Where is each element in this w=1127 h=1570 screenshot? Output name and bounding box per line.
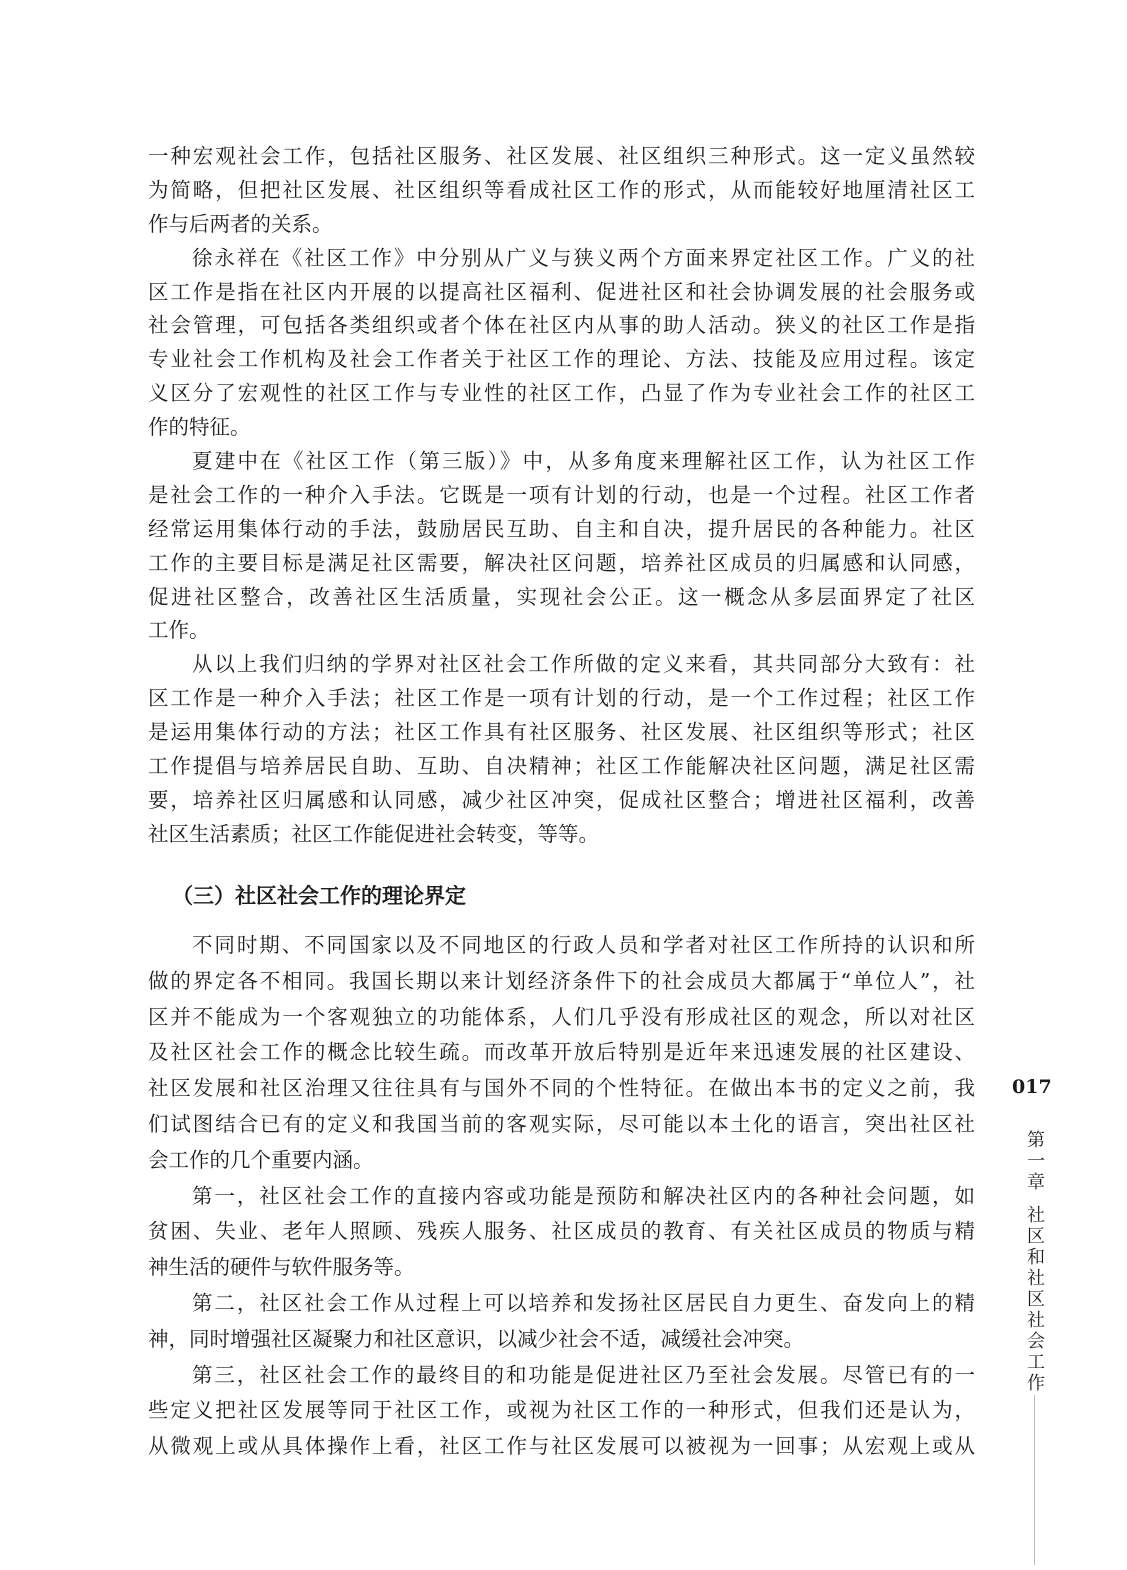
text-line: 经常运用集体行动的手法，鼓励居民互助、自主和自决，提升居民的各种能力。社区 (148, 516, 975, 541)
text-line: 从微观上或从具体操作上看，社区工作与社区发展可以被视为一回事；从宏观上或从 (148, 1434, 975, 1459)
text-line: 促进社区整合，改善社区生活质量，实现社会公正。这一概念从多层面界定了社区 (148, 584, 975, 609)
text-line: 要，培养社区归属感和认同感，减少社区冲突，促成社区整合；增进社区福利，改善 (148, 787, 975, 812)
body-text-top (148, 140, 975, 852)
text-line: 为简略，但把社区发展、社区组织等看成社区工作的形式，从而能较好地厘清社区工 (148, 177, 975, 202)
text-line: 做的界定各不相同。我国长期以来计划经济条件下的社会成员大都属于“单位人”，社 (148, 968, 975, 993)
text-line: 社区生活素质；社区工作能促进社会转变，等等。 (148, 821, 599, 846)
paragraph (148, 1179, 975, 1286)
text-line: 夏建中在《社区工作（第三版）》中，从多角度来理解社区工作，认为社区工作 (192, 449, 975, 474)
paragraph (148, 1286, 975, 1358)
text-line: 社区发展和社区治理又往往具有与国外不同的个性特征。在做出本书的定义之前，我 (148, 1076, 975, 1101)
text-line: 徐永祥在《社区工作》中分别从广义与狭义两个方面来界定社区工作。广义的社 (192, 245, 975, 270)
text-line: 会工作的几个重要内涵。 (148, 1147, 374, 1172)
text-line: 是运用集体行动的方法；社区工作具有社区服务、社区发展、社区组织等形式；社区 (148, 720, 975, 745)
text-line: 些定义把社区发展等同于社区工作，或视为社区工作的一种形式，但我们还是认为， (148, 1398, 975, 1423)
text-line: 一种宏观社会工作，包括社区服务、社区发展、社区组织三种形式。这一定义虽然较 (148, 144, 975, 168)
text-line: 们试图结合已有的定义和我国当前的客观实际，尽可能以本土化的语言，突出社区社 (148, 1111, 975, 1136)
body-text-bottom (148, 928, 975, 1465)
paragraph (148, 928, 975, 1179)
text-line: 贫困、失业、老年人照顾、残疾人服务、社区成员的教育、有关社区成员的物质与精 (148, 1219, 975, 1244)
text-line: 及社区社会工作的概念比较生疏。而改革开放后特别是近年来迅速发展的社区建设、 (148, 1040, 975, 1065)
text-line: 神，同时增强社区凝聚力和社区意识，以减少社会不适，减缓社会冲突。 (148, 1326, 804, 1351)
text-line: 是社会工作的一种介入手法。它既是一项有计划的行动，也是一个过程。社区工作者 (148, 482, 975, 507)
text-line: 第三，社区社会工作的最终目的和功能是促进社区乃至社会发展。尽管已有的一 (192, 1362, 975, 1387)
text-line: 第一，社区社会工作的直接内容或功能是预防和解决社区内的各种社会问题，如 (192, 1183, 975, 1208)
paragraph (148, 242, 975, 445)
text-line: 作与后两者的关系。 (148, 211, 333, 236)
margin-rule (1034, 1395, 1035, 1565)
paragraph (148, 1358, 975, 1465)
paragraph (148, 445, 975, 648)
text-line: 不同时期、不同国家以及不同地区的行政人员和学者对社区工作所持的认识和所 (192, 933, 975, 957)
text-line: 区工作是一种介入手法；社区工作是一项有计划的行动，是一个工作过程；社区工作 (148, 686, 975, 711)
text-line: 区工作是指在社区内开展的以提高社区福利、促进社区和社会协调发展的社会服务或 (148, 279, 975, 304)
chapter-label: 第一章 (1024, 1130, 1045, 1193)
chapter-title: 社区和社区社会工作 (1024, 1205, 1045, 1394)
paragraph (148, 648, 975, 851)
text-line: 作的特征。 (148, 415, 251, 440)
text-line: 义区分了宏观性的社区工作与专业性的社区工作，凸显了作为专业社会工作的社区工 (148, 381, 975, 406)
section-heading: （三）社区社会工作的理论界定 (172, 884, 466, 908)
text-line: 从以上我们归纳的学界对社区社会工作所做的定义来看，其共同部分大致有：社 (192, 652, 975, 677)
text-line: 工作的主要目标是满足社区需要，解决社区问题，培养社区成员的归属感和认同感， (148, 550, 975, 575)
text-line: 社会管理，可包括各类组织或者个体在社区内从事的助人活动。狭义的社区工作是指 (148, 313, 975, 338)
text-line: 神生活的硬件与软件服务等。 (148, 1255, 415, 1280)
text-line: 工作提倡与培养居民自助、互助、自决精神；社区工作能解决社区问题，满足社区需 (148, 754, 975, 779)
page-number: 017 (1012, 1076, 1052, 1098)
text-line: 区并不能成为一个客观独立的功能体系，人们几乎没有形成社区的观念，所以对社区 (148, 1004, 975, 1029)
text-line: 第二，社区社会工作从过程上可以培养和发扬社区居民自力更生、奋发向上的精 (192, 1290, 975, 1315)
text-line: 工作。 (148, 618, 210, 643)
paragraph (148, 140, 975, 242)
text-line: 专业社会工作机构及社会工作者关于社区工作的理论、方法、技能及应用过程。该定 (148, 347, 975, 372)
